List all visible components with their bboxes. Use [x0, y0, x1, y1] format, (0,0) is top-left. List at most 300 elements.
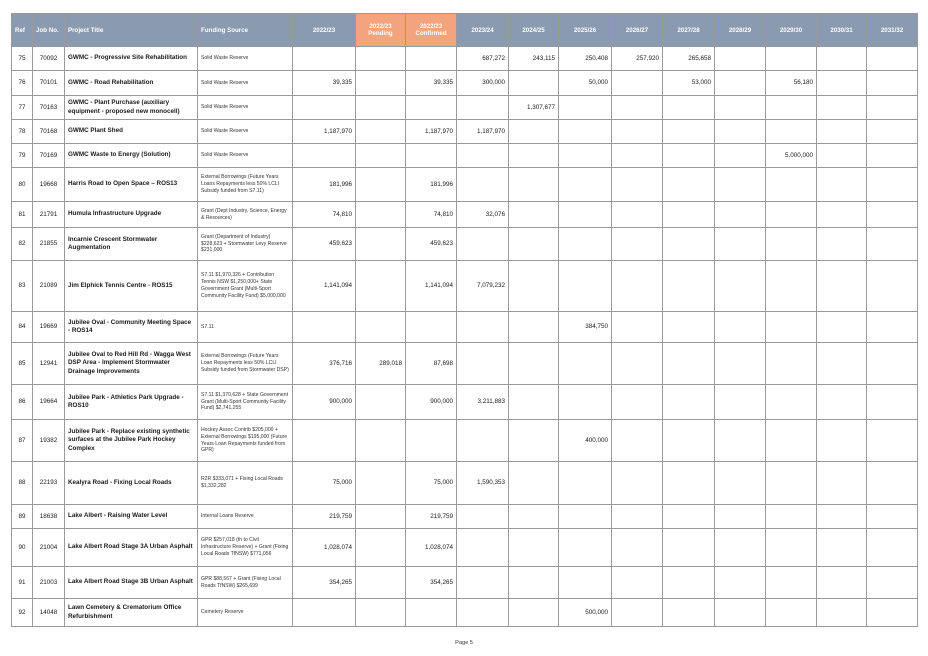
cell-2028-29 [715, 168, 766, 202]
cell-2030-31 [817, 202, 867, 228]
cell-job-no: 21089 [33, 261, 65, 312]
cell-2022-23-pending [356, 312, 406, 343]
cell-2022-23-pending [356, 505, 406, 529]
cell-2026-27 [612, 462, 663, 505]
table-row [12, 228, 918, 261]
cell-2023-24: 3,211,883 [457, 385, 509, 420]
cell-2027-28 [663, 202, 715, 228]
cell-2022-23: 900,000 [293, 385, 356, 420]
col-header-2028-29: 2028/29 [715, 14, 766, 47]
cell-2029-30 [766, 96, 817, 120]
cell-2030-31 [817, 462, 867, 505]
cell-2030-31 [817, 71, 867, 96]
cell-2025-26 [559, 505, 612, 529]
cell-2024-25 [509, 312, 559, 343]
col-header-2023-24: 2023/24 [457, 14, 509, 47]
cell-2025-26 [559, 385, 612, 420]
cell-ref: 78 [12, 120, 33, 144]
cell-2023-24: 7,079,232 [457, 261, 509, 312]
table-row [12, 385, 918, 420]
cell-ref: 89 [12, 505, 33, 529]
cell-job-no: 70092 [33, 47, 65, 71]
cell-2030-31 [817, 599, 867, 627]
cell-project-title: GWMC - Progressive Site Rehabilitation [65, 47, 198, 71]
cell-funding-source: External Borrowings (Future Years Loans Repayments less 50% LCLI Subsidy funded from S7.11) [198, 168, 293, 202]
cell-2031-32 [867, 202, 918, 228]
cell-2023-24 [457, 144, 509, 168]
cell-ref: 82 [12, 228, 33, 261]
col-header-ref: Ref [12, 14, 33, 47]
cell-2024-25 [509, 385, 559, 420]
cell-2027-28 [663, 261, 715, 312]
cell-2025-26 [559, 144, 612, 168]
cell-ref: 76 [12, 71, 33, 96]
table-row [12, 202, 918, 228]
cell-2022-23-pending [356, 567, 406, 599]
cell-2029-30 [766, 420, 817, 462]
cell-2029-30 [766, 202, 817, 228]
col-header-job-no: Job No. [33, 14, 65, 47]
cell-2024-25 [509, 261, 559, 312]
cell-project-title: Jubilee Oval - Community Meeting Space - ROS14 [65, 312, 198, 343]
cell-2027-28: 53,000 [663, 71, 715, 96]
cell-2022-23 [293, 96, 356, 120]
cell-2030-31 [817, 529, 867, 567]
cell-2028-29 [715, 420, 766, 462]
capital-works-table [11, 13, 918, 627]
cell-project-title: Jubilee Oval to Red Hill Rd - Wagga West DSP Area - Implement Stormwater Drainage Improvements [65, 343, 198, 385]
cell-2024-25 [509, 343, 559, 385]
cell-2031-32 [867, 71, 918, 96]
col-header-2026-27: 2026/27 [612, 14, 663, 47]
col-header-2022-23: 2022/23 [293, 14, 356, 47]
table-row [12, 47, 918, 71]
cell-2029-30 [766, 47, 817, 71]
cell-job-no: 19664 [33, 385, 65, 420]
cell-2024-25 [509, 567, 559, 599]
cell-2031-32 [867, 505, 918, 529]
cell-project-title: Harris Road to Open Space – ROS13 [65, 168, 198, 202]
cell-2029-30 [766, 385, 817, 420]
cell-2022-23-pending [356, 261, 406, 312]
cell-2025-26 [559, 462, 612, 505]
cell-2025-26 [559, 202, 612, 228]
cell-2031-32 [867, 529, 918, 567]
cell-2022-23-pending [356, 385, 406, 420]
cell-2025-26: 384,750 [559, 312, 612, 343]
cell-2027-28 [663, 96, 715, 120]
cell-2024-25 [509, 462, 559, 505]
cell-funding-source: Cemetery Reserve [198, 599, 293, 627]
cell-funding-source: Solid Waste Reserve [198, 47, 293, 71]
cell-2030-31 [817, 261, 867, 312]
cell-2028-29 [715, 312, 766, 343]
cell-2024-25 [509, 168, 559, 202]
cell-2024-25 [509, 71, 559, 96]
table-body [12, 47, 918, 627]
cell-project-title: Lake Albert Road Stage 3A Urban Asphalt [65, 529, 198, 567]
cell-2023-24 [457, 96, 509, 120]
cell-2027-28 [663, 567, 715, 599]
cell-ref: 90 [12, 529, 33, 567]
cell-2027-28 [663, 312, 715, 343]
cell-job-no: 21003 [33, 567, 65, 599]
cell-2022-23-pending [356, 96, 406, 120]
cell-ref: 91 [12, 567, 33, 599]
cell-2027-28 [663, 228, 715, 261]
cell-2026-27: 257,920 [612, 47, 663, 71]
cell-2022-23-confirmed: 354,265 [406, 567, 457, 599]
cell-2022-23-confirmed [406, 312, 457, 343]
cell-2025-26: 500,000 [559, 599, 612, 627]
cell-2026-27 [612, 420, 663, 462]
col-header-funding-source: Funding Source [198, 14, 293, 47]
cell-job-no: 70101 [33, 71, 65, 96]
cell-2022-23-pending [356, 120, 406, 144]
cell-2027-28 [663, 120, 715, 144]
cell-2029-30 [766, 567, 817, 599]
cell-2025-26 [559, 529, 612, 567]
cell-ref: 77 [12, 96, 33, 120]
cell-funding-source: GPR $88,567 + Grant (Fixing Local Roads TfNSW) $265,699 [198, 567, 293, 599]
cell-2022-23 [293, 144, 356, 168]
cell-2024-25 [509, 529, 559, 567]
cell-2022-23-confirmed: 459,623 [406, 228, 457, 261]
cell-2029-30 [766, 168, 817, 202]
cell-2026-27 [612, 168, 663, 202]
cell-2030-31 [817, 47, 867, 71]
cell-funding-source: Hockey Assoc Contrib $205,000 + External Borrowings $195,000 (Future Years Loan Repayments funded from GPR) [198, 420, 293, 462]
cell-2023-24 [457, 567, 509, 599]
cell-2022-23-confirmed [406, 96, 457, 120]
cell-ref: 86 [12, 385, 33, 420]
cell-project-title: Jubilee Park - Replace existing synthetic surfaces at the Jubilee Park Hockey Complex [65, 420, 198, 462]
cell-ref: 84 [12, 312, 33, 343]
cell-job-no: 21855 [33, 228, 65, 261]
cell-job-no: 14048 [33, 599, 65, 627]
cell-2026-27 [612, 567, 663, 599]
cell-2029-30 [766, 312, 817, 343]
cell-2024-25: 1,307,677 [509, 96, 559, 120]
cell-project-title: Lake Albert - Raising Water Level [65, 505, 198, 529]
cell-2029-30 [766, 462, 817, 505]
cell-job-no: 21004 [33, 529, 65, 567]
cell-2026-27 [612, 144, 663, 168]
cell-2031-32 [867, 120, 918, 144]
cell-2024-25 [509, 228, 559, 261]
cell-2027-28 [663, 420, 715, 462]
cell-2027-28 [663, 168, 715, 202]
cell-funding-source: Solid Waste Reserve [198, 120, 293, 144]
cell-project-title: GWMC - Plant Purchase (auxiliary equipment - proposed new monocell) [65, 96, 198, 120]
cell-2026-27 [612, 312, 663, 343]
cell-2022-23: 181,996 [293, 168, 356, 202]
cell-2022-23-pending [356, 202, 406, 228]
cell-job-no: 19382 [33, 420, 65, 462]
table-row [12, 261, 918, 312]
cell-2029-30 [766, 343, 817, 385]
cell-2022-23 [293, 47, 356, 71]
cell-2030-31 [817, 385, 867, 420]
cell-2027-28 [663, 385, 715, 420]
cell-2022-23 [293, 420, 356, 462]
capital-works-table-container [11, 13, 917, 627]
cell-2026-27 [612, 385, 663, 420]
cell-ref: 79 [12, 144, 33, 168]
cell-2031-32 [867, 385, 918, 420]
cell-2031-32 [867, 599, 918, 627]
cell-2028-29 [715, 202, 766, 228]
cell-2023-24 [457, 168, 509, 202]
cell-2023-24: 687,272 [457, 47, 509, 71]
cell-job-no: 70169 [33, 144, 65, 168]
cell-2023-24: 1,187,970 [457, 120, 509, 144]
cell-2029-30 [766, 599, 817, 627]
cell-funding-source: S7.11 [198, 312, 293, 343]
table-row [12, 567, 918, 599]
cell-2028-29 [715, 385, 766, 420]
cell-2026-27 [612, 96, 663, 120]
cell-job-no: 19668 [33, 168, 65, 202]
col-header-2027-28: 2027/28 [663, 14, 715, 47]
cell-funding-source: Internal Loans Reserve [198, 505, 293, 529]
col-header-2024-25: 2024/25 [509, 14, 559, 47]
cell-2026-27 [612, 261, 663, 312]
cell-2025-26 [559, 228, 612, 261]
cell-2022-23-confirmed: 219,759 [406, 505, 457, 529]
cell-2022-23-pending: 289,018 [356, 343, 406, 385]
cell-2022-23-pending [356, 168, 406, 202]
cell-funding-source: Solid Waste Reserve [198, 71, 293, 96]
cell-2022-23-confirmed [406, 599, 457, 627]
cell-2030-31 [817, 144, 867, 168]
cell-2031-32 [867, 462, 918, 505]
cell-2031-32 [867, 420, 918, 462]
page-number: Page 5 [455, 640, 473, 646]
cell-2030-31 [817, 505, 867, 529]
cell-2025-26 [559, 96, 612, 120]
table-row [12, 144, 918, 168]
cell-2022-23-confirmed: 75,000 [406, 462, 457, 505]
cell-2022-23-confirmed: 87,698 [406, 343, 457, 385]
cell-2026-27 [612, 120, 663, 144]
cell-ref: 81 [12, 202, 33, 228]
cell-2028-29 [715, 47, 766, 71]
table-row [12, 168, 918, 202]
cell-2022-23-confirmed [406, 47, 457, 71]
cell-project-title: GWMC Waste to Energy (Solution) [65, 144, 198, 168]
cell-2030-31 [817, 567, 867, 599]
cell-2025-26 [559, 567, 612, 599]
cell-funding-source: Grant (Dept Industry, Science, Energy & Resources) [198, 202, 293, 228]
cell-2022-23-pending [356, 599, 406, 627]
cell-2029-30 [766, 529, 817, 567]
cell-2025-26 [559, 343, 612, 385]
table-row [12, 71, 918, 96]
cell-2023-24: 1,590,353 [457, 462, 509, 505]
cell-2030-31 [817, 312, 867, 343]
cell-2024-25 [509, 144, 559, 168]
cell-2024-25 [509, 420, 559, 462]
table-row [12, 420, 918, 462]
cell-2028-29 [715, 96, 766, 120]
cell-2026-27 [612, 228, 663, 261]
cell-project-title: GWMC Plant Shed [65, 120, 198, 144]
cell-2022-23: 1,141,094 [293, 261, 356, 312]
cell-2024-25 [509, 202, 559, 228]
cell-2030-31 [817, 96, 867, 120]
cell-ref: 80 [12, 168, 33, 202]
cell-2023-24: 32,076 [457, 202, 509, 228]
cell-2027-28 [663, 462, 715, 505]
cell-2027-28 [663, 599, 715, 627]
cell-2022-23: 376,716 [293, 343, 356, 385]
cell-2025-26 [559, 261, 612, 312]
cell-2023-24: 300,000 [457, 71, 509, 96]
cell-2025-26 [559, 168, 612, 202]
cell-2022-23: 1,028,074 [293, 529, 356, 567]
cell-2023-24 [457, 343, 509, 385]
table-row [12, 505, 918, 529]
cell-2022-23-confirmed: 1,141,094 [406, 261, 457, 312]
cell-job-no: 12941 [33, 343, 65, 385]
cell-funding-source: Solid Waste Reserve [198, 96, 293, 120]
cell-2025-26: 400,000 [559, 420, 612, 462]
cell-2022-23-pending [356, 228, 406, 261]
cell-2022-23-confirmed [406, 144, 457, 168]
cell-2029-30 [766, 505, 817, 529]
cell-funding-source: External Borrowings (Future Years Loan Repayments less 50% LCLI Subsidy funded from Stormwater DSP) [198, 343, 293, 385]
cell-2023-24 [457, 312, 509, 343]
cell-job-no: 22193 [33, 462, 65, 505]
cell-funding-source: S7.11 $1,970,326 + Contribution Tennis NSW $1,250,000+ State Government Grant (Multi-Sport Community Facility Fund) $5,000,000 [198, 261, 293, 312]
cell-2031-32 [867, 343, 918, 385]
cell-2027-28 [663, 505, 715, 529]
cell-project-title: Incarnie Crescent Stormwater Augmentation [65, 228, 198, 261]
cell-2023-24 [457, 228, 509, 261]
cell-ref: 83 [12, 261, 33, 312]
cell-ref: 85 [12, 343, 33, 385]
cell-2022-23: 219,759 [293, 505, 356, 529]
cell-2028-29 [715, 505, 766, 529]
cell-project-title: Lake Albert Road Stage 3B Urban Asphalt [65, 567, 198, 599]
cell-2024-25 [509, 505, 559, 529]
cell-project-title: GWMC - Road Rehabilitation [65, 71, 198, 96]
cell-2031-32 [867, 144, 918, 168]
cell-2023-24 [457, 529, 509, 567]
cell-2029-30 [766, 228, 817, 261]
cell-2030-31 [817, 168, 867, 202]
cell-job-no: 70163 [33, 96, 65, 120]
cell-2028-29 [715, 228, 766, 261]
cell-2022-23-confirmed: 39,335 [406, 71, 457, 96]
cell-2028-29 [715, 343, 766, 385]
cell-2026-27 [612, 71, 663, 96]
cell-ref: 87 [12, 420, 33, 462]
cell-2027-28 [663, 343, 715, 385]
table-row [12, 312, 918, 343]
cell-2022-23: 1,187,970 [293, 120, 356, 144]
cell-2026-27 [612, 202, 663, 228]
table-row [12, 599, 918, 627]
cell-2031-32 [867, 47, 918, 71]
cell-ref: 75 [12, 47, 33, 71]
cell-2022-23-confirmed: 74,810 [406, 202, 457, 228]
cell-job-no: 21791 [33, 202, 65, 228]
table-row [12, 343, 918, 385]
table-row [12, 462, 918, 505]
cell-2027-28 [663, 144, 715, 168]
cell-funding-source: GPR $257,018 (th to Civil Infrastructure Reserve) + Grant (Fixing Local Roads TfNSW) $771,056 [198, 529, 293, 567]
col-header-project-title: Project Title [65, 14, 198, 47]
col-header-2025-26: 2025/26 [559, 14, 612, 47]
cell-2022-23-confirmed: 900,000 [406, 385, 457, 420]
cell-2031-32 [867, 261, 918, 312]
cell-2028-29 [715, 71, 766, 96]
cell-2022-23 [293, 312, 356, 343]
cell-2025-26 [559, 120, 612, 144]
cell-2031-32 [867, 228, 918, 261]
cell-2030-31 [817, 343, 867, 385]
cell-2022-23-pending [356, 47, 406, 71]
cell-2022-23-confirmed: 1,028,074 [406, 529, 457, 567]
cell-2029-30 [766, 261, 817, 312]
cell-funding-source: Grant (Department of Industry) $228,623 + Stormwater Levy Reserve $231,000 [198, 228, 293, 261]
cell-job-no: 19669 [33, 312, 65, 343]
col-header-2022-23-confirmed: 2022/23 Confirmed [406, 14, 457, 47]
cell-2030-31 [817, 420, 867, 462]
cell-2029-30: 5,000,000 [766, 144, 817, 168]
cell-2024-25 [509, 120, 559, 144]
cell-2027-28: 265,658 [663, 47, 715, 71]
cell-2022-23: 354,265 [293, 567, 356, 599]
cell-2022-23-confirmed [406, 420, 457, 462]
table-row [12, 529, 918, 567]
cell-project-title: Kealyra Road - Fixing Local Roads [65, 462, 198, 505]
cell-project-title: Humula Infrastructure Upgrade [65, 202, 198, 228]
col-header-2022-23-pending: 2022/23 Pending [356, 14, 406, 47]
cell-2022-23-pending [356, 144, 406, 168]
cell-2022-23-confirmed: 1,187,970 [406, 120, 457, 144]
cell-2029-30: 56,180 [766, 71, 817, 96]
cell-2023-24 [457, 505, 509, 529]
cell-2022-23: 39,335 [293, 71, 356, 96]
col-header-2031-32: 2031/32 [867, 14, 918, 47]
cell-ref: 92 [12, 599, 33, 627]
cell-2022-23 [293, 599, 356, 627]
cell-2023-24 [457, 420, 509, 462]
cell-project-title: Jim Elphick Tennis Centre - ROS15 [65, 261, 198, 312]
cell-2026-27 [612, 505, 663, 529]
cell-2031-32 [867, 567, 918, 599]
cell-2030-31 [817, 228, 867, 261]
cell-2022-23-confirmed: 181,996 [406, 168, 457, 202]
header-row [12, 14, 918, 47]
cell-2024-25: 243,115 [509, 47, 559, 71]
cell-2028-29 [715, 120, 766, 144]
table-row [12, 96, 918, 120]
cell-2025-26: 50,000 [559, 71, 612, 96]
cell-2022-23: 74,810 [293, 202, 356, 228]
cell-2022-23-pending [356, 462, 406, 505]
cell-2022-23-pending [356, 529, 406, 567]
cell-2022-23-pending [356, 71, 406, 96]
cell-job-no: 18638 [33, 505, 65, 529]
cell-2030-31 [817, 120, 867, 144]
cell-job-no: 70168 [33, 120, 65, 144]
cell-2026-27 [612, 599, 663, 627]
table-row [12, 120, 918, 144]
